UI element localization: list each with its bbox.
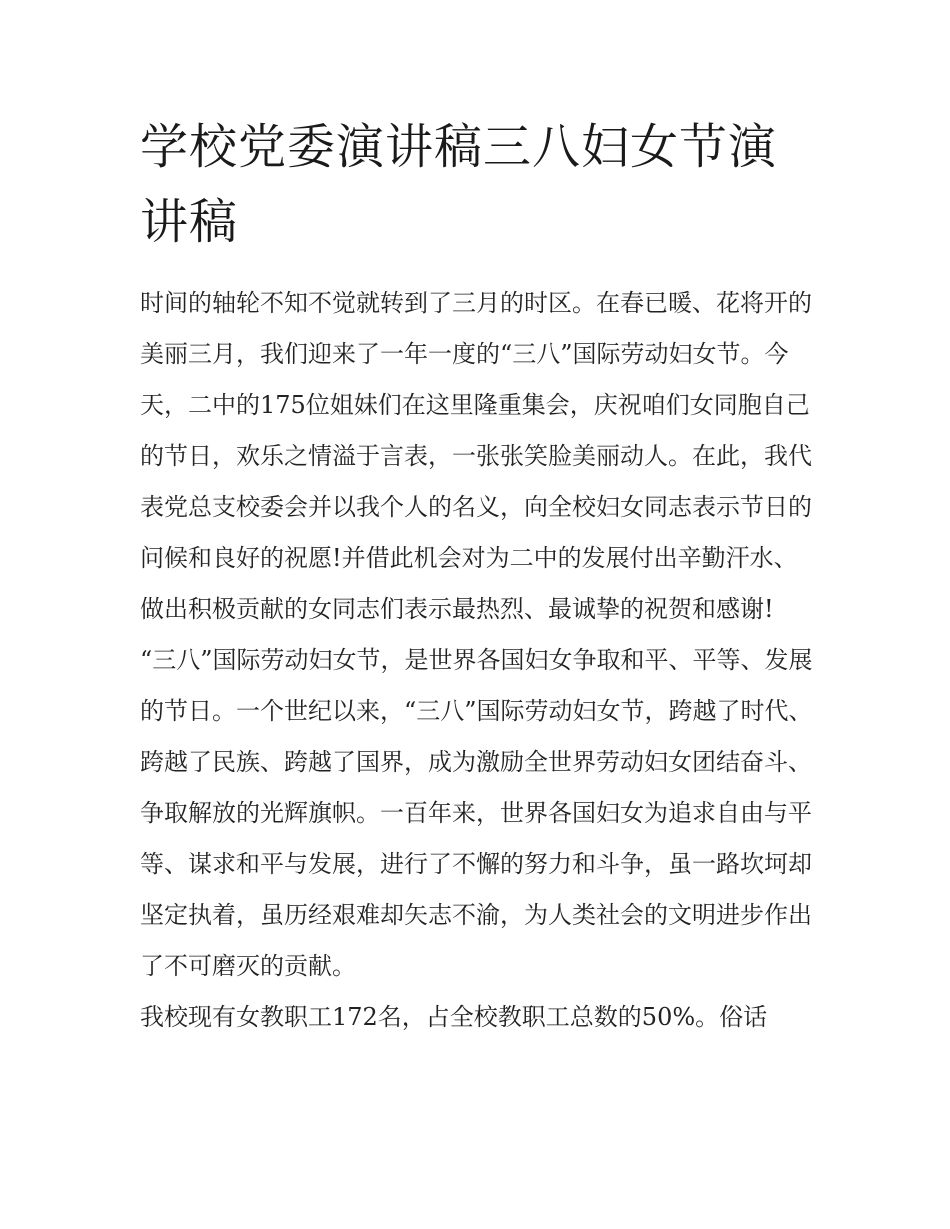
paragraph-1: 时间的轴轮不知不觉就转到了三月的时区。在春已暖、花将开的美丽三月，我们迎来了一年一度的“三八”国际劳动妇女节。今天，二中的175位姐妹们在这里隆重集会，庆祝咱们女同胞自己的节日，欢乐之情溢于言表，一张张笑脸美丽动人。在此，我代表党总支校委会并以我个人的名义，向全校妇女同志表示节日的问候和良好的祝愿!并借此机会对为二中的发展付出辛勤汗水、做出积极贡献的女同志们表示最热烈、最诚挚的祝贺和感谢! (140, 289, 812, 623)
paragraph-3: 我校现有女教职工172名，占全校教职工总数的50%。俗话 (140, 1003, 768, 1031)
document-title: 学校党委演讲稿三八妇女节演讲稿 (140, 119, 778, 250)
paragraph-2: “三八”国际劳动妇女节，是世界各国妇女争取和平、平等、发展的节日。一个世纪以来，“三八”国际劳动妇女节，跨越了时代、跨越了民族、跨越了国界，成为激励全世界劳动妇女团结奋斗、争取解放的光辉旗帜。一百年来，世界各国妇女为追求自由与平等、谋求和平与发展，进行了不懈的努力和斗争，虽一路坎坷却坚定执着，虽历经艰难却矢志不渝，为人类社会的文明进步作出了不可磨灭的贡献。 (140, 646, 813, 980)
document-page (140, 110, 820, 1043)
